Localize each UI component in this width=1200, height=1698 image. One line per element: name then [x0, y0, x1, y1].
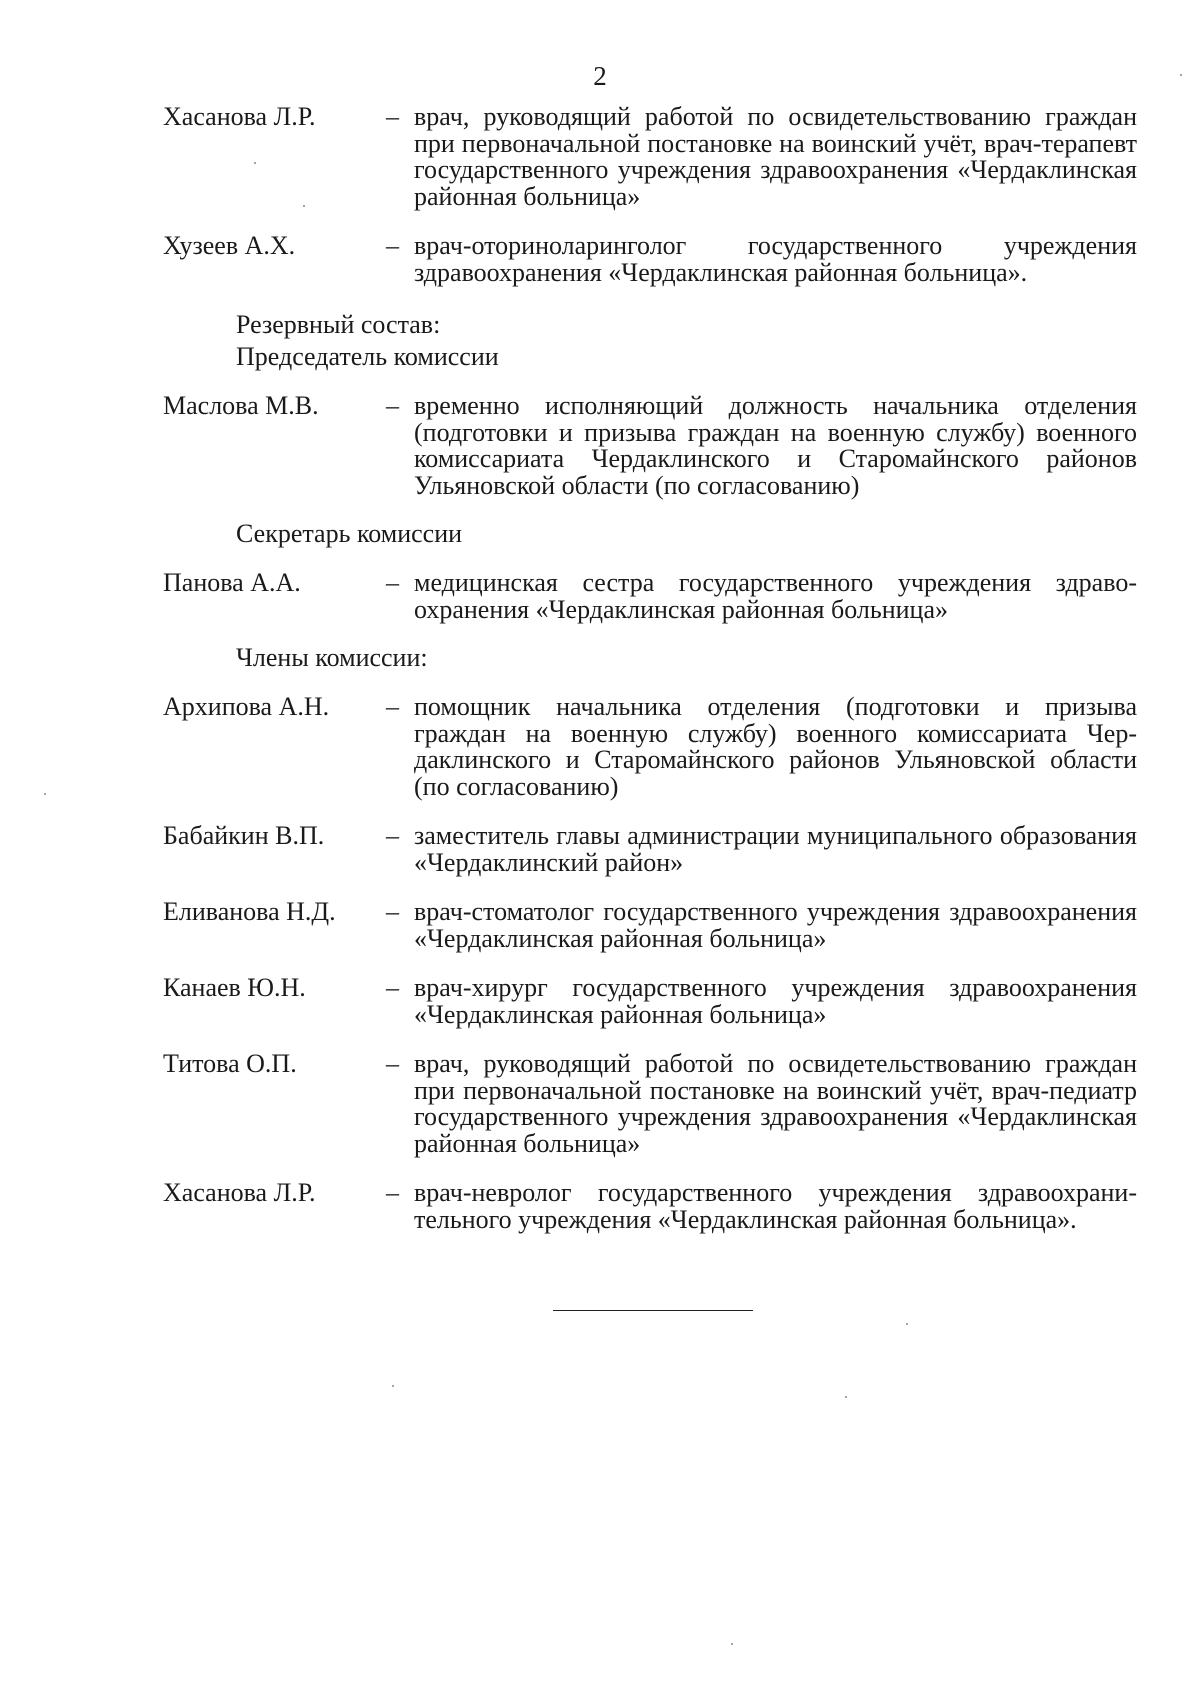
member-name: Хасанова Л.Р. [163, 1178, 316, 1207]
member-name: Хузеев А.Х. [163, 231, 296, 260]
member-name: Канаев Ю.Н. [163, 973, 306, 1002]
member-entry [163, 1051, 1143, 1157]
member-entry [163, 104, 1143, 210]
member-name: Панова А.А. [163, 568, 301, 597]
member-description: заместитель главы администрации муниципального образования «Чердаклинский район» [414, 821, 1137, 877]
member-name: Бабайкин В.П. [163, 821, 325, 850]
scan-speck [731, 1643, 733, 1645]
member-description: врач-хирург государственного учреждения здравоохранения «Чердаклинская районная больница» [414, 973, 1137, 1029]
page-number: 2 [593, 61, 607, 91]
member-description: врач-оториноларинголог государственного учреждения здравоохранения «Чердаклинская районная больница». [414, 231, 1137, 287]
entry-dash: – [386, 1178, 399, 1207]
member-description: врач-стоматолог государственного учреждения здравоохранения «Чердаклинская районная больница» [414, 897, 1137, 953]
scan-speck [303, 205, 305, 207]
member-name: Маслова М.В. [163, 391, 319, 420]
member-entry [163, 899, 1143, 952]
entry-dash: – [386, 102, 399, 131]
member-entry [163, 823, 1143, 876]
secretary-heading-block [163, 518, 1143, 550]
entry-dash: – [386, 821, 399, 850]
scan-speck [44, 793, 46, 795]
member-entry [163, 975, 1143, 1028]
member-entry [163, 694, 1143, 800]
members-heading: Члены комиссии: [236, 643, 428, 672]
reserve-heading: Резервный состав: [236, 310, 441, 339]
member-name: Хасанова Л.Р. [163, 102, 316, 131]
member-description: врач-невролог государственного учреждения здравоохранительного учреждения «Чердаклинская районная больница». [414, 1178, 1137, 1234]
members-heading-block [163, 642, 1143, 674]
member-description: врач, руководящий работой по освидетельствованию граждан при первоначальной постановке на воинский учёт, врач-терапевт государственного учреждения здравоохранения «Чердаклинская районная больница» [414, 102, 1137, 211]
member-name: Еливанова Н.Д. [163, 897, 336, 926]
member-description: медицинская сестра государственного учреждения здравоохранения «Чердаклинская районная больница» [414, 568, 1137, 624]
member-description: помощник начальника отделения (подготовки и призыва граждан на военную службу) военного комиссариата Чердаклинского и Старомайнского районов Ульяновской области (по согласованию) [414, 692, 1137, 801]
entry-dash: – [386, 973, 399, 1002]
member-description: временно исполняющий должность начальника отделения (подготовки и призыва граждан на военную службу) военного комиссариата Чердаклинского и Старомайнского районов Ульяновской области (по согласованию) [414, 391, 1137, 500]
scan-speck [254, 162, 256, 164]
member-entry [163, 1180, 1143, 1233]
member-entry [163, 233, 1143, 286]
member-description: врач, руководящий работой по освидетельствованию граждан при первоначальной постановке на воинский учёт, врач-педиатр государственного учреждения здравоохранения «Чердаклинская районная больница» [414, 1049, 1137, 1158]
scan-speck [392, 1385, 394, 1387]
entry-dash: – [386, 897, 399, 926]
member-name: Титова О.П. [163, 1049, 297, 1078]
entry-dash: – [386, 391, 399, 420]
secretary-entry [163, 570, 1143, 623]
chairman-heading: Председатель комиссии [236, 342, 499, 371]
end-of-list-rule [553, 1310, 753, 1311]
secretary-heading: Секретарь комиссии [236, 519, 463, 548]
commission-list [163, 104, 1143, 1256]
entry-dash: – [386, 1049, 399, 1078]
entry-dash: – [386, 568, 399, 597]
member-name: Архипова А.Н. [163, 692, 330, 721]
scan-speck [845, 1396, 847, 1398]
scan-speck [906, 1323, 908, 1325]
reserve-section-heading [163, 309, 1143, 373]
entry-dash: – [386, 692, 399, 721]
scan-speck [1180, 74, 1182, 76]
entry-dash: – [386, 231, 399, 260]
chairman-entry [163, 393, 1143, 499]
